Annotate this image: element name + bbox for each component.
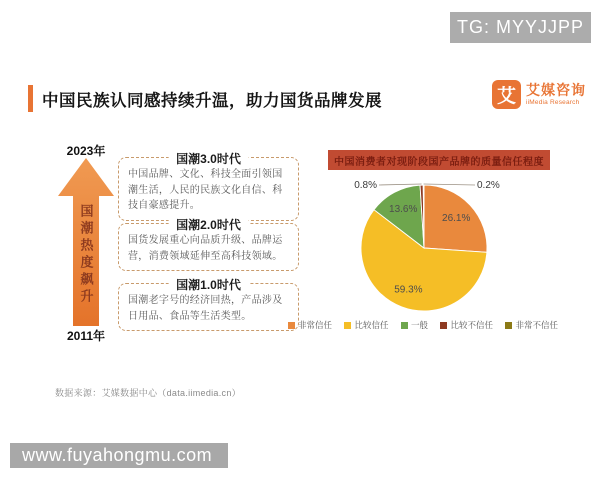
- stage-text: 国货发展重心向品质升级、品牌运营，消费领域延伸至高科技领域。: [128, 235, 283, 262]
- label-leader-line: [379, 184, 422, 185]
- data-source-note: 数据来源：艾媒数据中心（data.iimedia.cn）: [55, 388, 241, 398]
- legend-item-1: [288, 319, 332, 331]
- stage-box-2-0: [118, 218, 299, 271]
- logo-name: 艾媒咨询: [526, 82, 586, 99]
- legend-item-2: [344, 319, 388, 331]
- pie-chart: [325, 172, 560, 318]
- stage-title: 国潮1.0时代: [168, 276, 249, 293]
- legend-swatch: [344, 322, 351, 329]
- legend-item-5: [505, 319, 558, 331]
- timeline-year-bottom: 2011年: [66, 329, 106, 343]
- legend-swatch: [505, 322, 512, 329]
- stage-title: 国潮2.0时代: [168, 216, 249, 233]
- legend-swatch: [401, 322, 408, 329]
- pie-value-label: 13.6%: [389, 204, 418, 216]
- pie-value-label: 0.2%: [477, 180, 500, 191]
- title-accent-bar: [28, 85, 33, 112]
- legend-swatch: [288, 322, 295, 329]
- legend-label: 非常不信任: [515, 320, 558, 330]
- label-leader-line: [424, 184, 475, 185]
- legend-label: 比较信任: [354, 320, 389, 330]
- stage-text: 中国品牌、文化、科技全面引领国潮生活，人民的民族文化自信、科技自豪感提升。: [128, 169, 283, 211]
- site-watermark-bar: www.fuyahongmu.com: [10, 443, 228, 468]
- iimedia-logo: [492, 80, 586, 109]
- logo-subtitle: iiMedia Research: [526, 98, 580, 106]
- legend-item-4: [440, 319, 493, 331]
- stage-box-1-0: [118, 278, 299, 331]
- page-title: 中国民族认同感持续升温，助力国货品牌发展: [42, 91, 382, 110]
- iimedia-logo-icon: 艾: [492, 80, 521, 109]
- legend-label: 比较不信任: [450, 320, 493, 330]
- tg-watermark-badge: TG: MYYJJPP: [450, 12, 591, 43]
- chart-title-banner: 中国消费者对现阶段国产品牌的质量信任程度: [328, 150, 550, 170]
- stage-text: 国潮老字号的经济回热，产品涉及日用品、食品等生活类型。: [128, 295, 283, 322]
- timeline-year-top: 2023年: [66, 144, 106, 158]
- iimedia-logo-text: [526, 83, 586, 105]
- legend-label: 非常信任: [298, 320, 333, 330]
- pie-value-label: 26.1%: [442, 212, 471, 224]
- pie-value-label: 0.8%: [354, 180, 377, 191]
- pie-value-label: 59.3%: [394, 284, 423, 296]
- page-title-row: [28, 85, 382, 112]
- legend-item-3: [401, 319, 428, 331]
- legend-swatch: [440, 322, 447, 329]
- stage-title: 国潮3.0时代: [168, 150, 249, 167]
- arrow-vertical-label: 国潮热度飙升: [78, 204, 94, 306]
- stage-box-3-0: [118, 152, 299, 221]
- trend-arrow: [58, 158, 114, 326]
- legend-label: 一般: [410, 320, 428, 330]
- chart-legend: [288, 319, 558, 331]
